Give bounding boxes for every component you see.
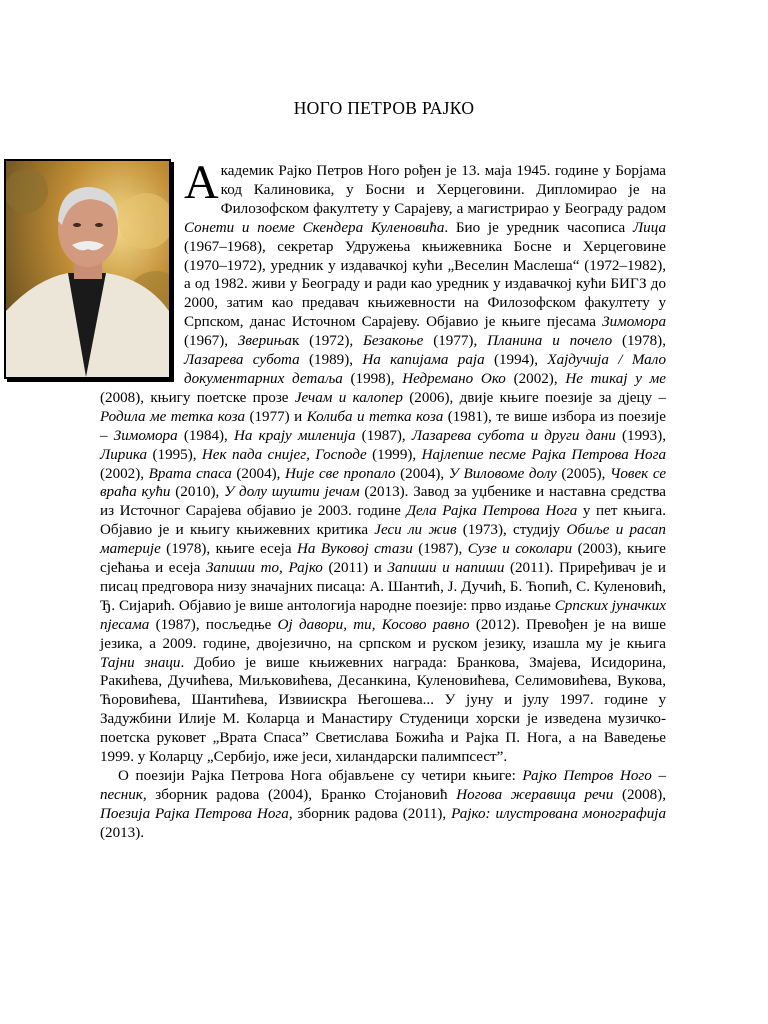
italic-title-run: Колиба и тетка коза: [306, 408, 444, 425]
text-run: О поезији Рајка Петрова Нога објављене су четири књиге:: [118, 768, 523, 784]
text-run: зборник радова (2011),: [292, 805, 452, 822]
italic-title-run: Нек пада снијег, Господе: [201, 446, 367, 463]
italic-title-run: У долу шушти јечам: [224, 484, 360, 501]
paragraph-1-content: [100, 156, 667, 766]
italic-title-run: Врата спаса: [148, 465, 232, 482]
italic-title-run: Поезија Рајка Петрова Нога,: [100, 805, 293, 822]
text-run: (2005),: [556, 465, 610, 482]
text-run: (1995),: [147, 446, 202, 463]
italic-title-run: Не тикај у ме: [565, 370, 667, 387]
text-run: (1987),: [355, 427, 412, 444]
italic-title-run: Лазарева субота: [184, 352, 300, 369]
italic-title-run: Обиље и расап материје: [100, 522, 666, 558]
italic-title-run: Родила ме тетка коза: [100, 408, 246, 425]
text-run: (1987),: [412, 541, 468, 558]
biography-text: [100, 156, 667, 843]
text-run: (1994),: [484, 352, 548, 369]
text-run: (1989),: [299, 352, 363, 369]
text-run: (2008),: [613, 786, 666, 803]
italic-title-run: Дела Рајка Петрова Нога: [406, 503, 578, 520]
text-run: . Био је уредник часописа: [444, 219, 633, 236]
text-run: (1999),: [366, 446, 422, 463]
italic-title-run: Запиши и напиши: [387, 560, 505, 577]
text-run: (1984),: [177, 427, 235, 444]
italic-title-run: На Вуковој стази: [296, 541, 413, 558]
text-run: (2004),: [231, 465, 286, 482]
text-run: у пет књига. Објавио је и књигу књижевних критика: [100, 503, 666, 539]
text-run: (2011) и: [322, 560, 388, 577]
text-run: (1967–1968), секретар Удружења књижевника Босне и Херцеговине (1970–1972), уредник у издавачкој кући „Веселин Маслеша“ (1972–1982), а од 1982. живи у Београду и ради као уредник у издавачкој кући БИГЗ до 2000, затим као предавач књижевности на Филозофском факултету у Српском, данас Источном Сарајеву. Објавио је књиге пјесама: [184, 238, 666, 331]
italic-title-run: Рајко Петров Ного – песник,: [100, 768, 666, 803]
biography-paragraph-2: [100, 767, 666, 843]
italic-title-run: У Виловоме долу: [448, 465, 557, 482]
text-run: (1977) и: [245, 408, 307, 425]
text-run: (1978),: [612, 333, 666, 350]
text-run: кадемик Рајко Петров Ного рођен је 13. маја 1945. године у Борјама код Калиновика, у Босни и Херцеговини. Дипломирао је на Филозофском факултету у Сарајеву, а магистрирао у Београду радом: [220, 163, 666, 217]
italic-title-run: На крају миленија: [234, 427, 356, 444]
italic-title-run: Човек се враћа кући: [100, 465, 667, 501]
text-run: (2003), књиге сјећања и есеја: [100, 541, 667, 577]
text-run: . Добио је више књижевних награда: Бранкова, Змајева, Исидорина, Ракићева, Дучићева, Миљковићева, Десанкина, Куленовићева, Селимовићева, Вукова, Ћоровићева, Шантићева, Извиискра Његошева... У јуну и јулу 1997. године у Задужбини Илије М. Коларца и Манастиру Студеници хорски је изведена музичко-поетска руковет „Врата Спаса” Светислава Божића и Рајка П. Нога, а на Ваведење 1999. у Коларцу „Сербијо, иже јеси, хиландарски палимпсест”.: [100, 654, 666, 766]
italic-title-run: Хајдучија / Мало документарних детаља: [184, 352, 667, 387]
italic-title-run: Српских јуначких пјесама: [100, 597, 666, 633]
text-run: (2010),: [170, 484, 225, 501]
italic-title-run: На капијама раја: [362, 352, 485, 369]
page-title: НОГО ПЕТРОВ РАЈКО: [293, 98, 475, 118]
italic-title-run: Сонети и поеме Скендера Куленовића: [184, 219, 445, 236]
text-run: (2006), двије књиге поезије за дјецу –: [402, 389, 666, 406]
text-run: (2002),: [505, 370, 566, 387]
text-run: (1998),: [342, 370, 403, 387]
italic-title-run: Лазарева субота и други дани: [411, 427, 616, 444]
italic-title-run: Јечам и калопер: [294, 389, 403, 406]
text-run: (1981), те више избора из поезије –: [100, 408, 666, 444]
text-run: (2013).: [100, 824, 145, 841]
italic-title-run: Зимомора: [602, 314, 666, 331]
italic-title-run: Планина и почело: [487, 333, 613, 350]
text-run: (2013). Завод за уџбенике и наставна средства из Источног Сарајева објавио је 2003. године: [100, 484, 666, 520]
text-run: (1987), посљедње: [149, 616, 278, 633]
text-run: (2008), књигу поетске прозе: [100, 389, 295, 406]
text-run: (2004),: [395, 465, 449, 482]
text-run: зборник радова (2004), Бранко Стојановић: [146, 786, 457, 803]
italic-title-run: Јеси ли жив: [374, 522, 457, 539]
italic-title-run: Најлепше песме Рајка Петрова Нога: [421, 446, 667, 463]
italic-title-run: Ногова жеравица речи: [456, 786, 614, 803]
biography-paragraph-1: [100, 156, 667, 767]
photo-wrap-spacer: [100, 162, 184, 377]
italic-title-run: Лица: [632, 219, 666, 236]
italic-title-run: Ој давори, ти, Косово равно: [277, 616, 470, 633]
text-run: (2002),: [100, 465, 149, 482]
italic-title-run: Тајни знаци: [100, 654, 181, 671]
italic-title-run: Сузе и соколари: [467, 541, 573, 558]
italic-title-run: Није све пропало: [285, 465, 396, 482]
italic-title-run: Лирика: [100, 446, 148, 463]
text-run: (1977),: [423, 333, 488, 350]
text-run: (1993),: [615, 427, 667, 444]
text-run: (1967),: [184, 333, 238, 350]
text-run: (1978), књиге есеја: [160, 541, 297, 558]
italic-title-run: Запиши то, Рајко: [205, 560, 323, 577]
drop-cap: А: [184, 156, 219, 209]
text-run: (2012). Превођен је на више језика, а 2009. године, двојезично, на српском и руском језику, изашла му је књига: [100, 616, 667, 652]
italic-title-run: Недремано Око: [402, 370, 506, 387]
italic-title-run: Рајко: илустрована монографија: [451, 805, 667, 822]
text-run: (2011). Приређивач је и писац предговора низу значајних писаца: А. Шантић, Ј. Дучић, Б. Ћопић, С. Куленовић, Ђ. Сијарић. Објавио је више антологија народне поезије: прво издање: [100, 560, 667, 614]
italic-title-run: Звериња: [237, 333, 292, 350]
italic-title-run: Безакоње: [363, 333, 424, 350]
text-run: (1973), студију: [456, 522, 567, 539]
italic-title-run: Зимомора: [113, 427, 178, 444]
text-run: к (1972),: [291, 333, 364, 350]
